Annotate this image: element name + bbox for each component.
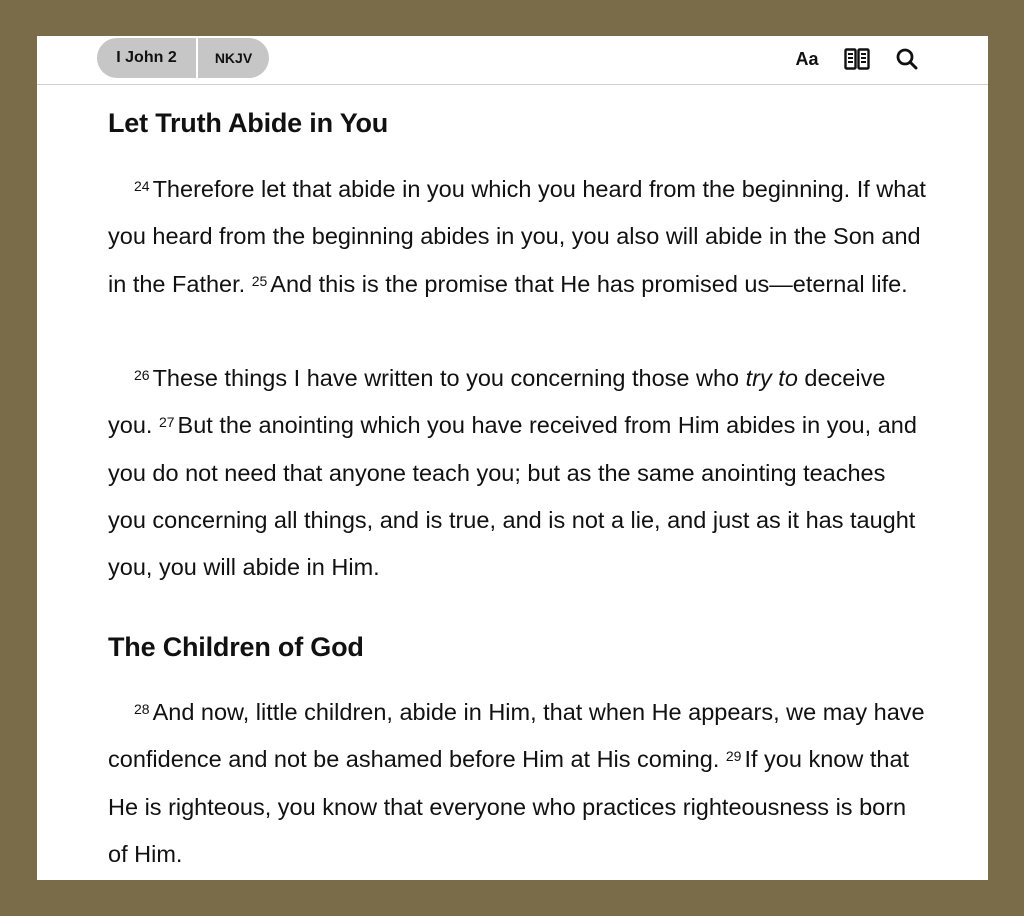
verse-number: 26	[134, 367, 150, 383]
verse-text: And now, little children, abide in Him, that when He appears, we may have confidence and not be ashamed before Him at His coming.	[108, 699, 925, 773]
verse-number: 27	[158, 414, 175, 431]
verse-number: 25	[251, 272, 268, 289]
verse-text-italic: try to	[745, 365, 798, 391]
paragraph	[108, 689, 928, 878]
passage-selector	[97, 38, 269, 78]
books-icon-glyph	[844, 48, 870, 70]
section-heading: The Children of God	[108, 632, 364, 662]
search-icon-glyph	[896, 48, 918, 70]
version-button[interactable]: NKJV	[214, 50, 253, 66]
verse-text: These things I have written to you concerning those who	[152, 365, 746, 391]
verse-text: deceive you.	[108, 365, 886, 439]
verse-text: If you know that He is righteous, you know that everyone who practices righteousness is born of Him.	[108, 746, 910, 867]
verse-number: 29	[725, 748, 742, 765]
book-chapter-button[interactable]: I John 2	[116, 49, 177, 66]
paragraph	[108, 355, 928, 591]
books-icon[interactable]	[842, 45, 872, 73]
verse-number: 28	[134, 701, 150, 717]
paragraph	[108, 166, 928, 308]
verse-text: Therefore let that abide in you which you heard from the beginning. If what you heard from the beginning abides in you, you also will abide in the Son and in the Father.	[108, 176, 926, 297]
verse-text: And this is the promise that He has promised us—eternal life.	[270, 270, 908, 297]
verse-text: But the anointing which you have received from Him abides in you, and you do not need that anyone teach you; but as the same anointing teaches you concerning all things, and is true, and is not a lie, and just as it has taught you, you will abide in Him.	[108, 412, 917, 581]
section-heading: Let Truth Abide in You	[108, 108, 389, 138]
reader-screen	[37, 36, 988, 880]
font-size-icon[interactable]: Aa	[795, 48, 819, 69]
top-toolbar	[37, 36, 988, 85]
search-icon[interactable]	[892, 45, 922, 73]
verse-number: 24	[134, 178, 150, 194]
